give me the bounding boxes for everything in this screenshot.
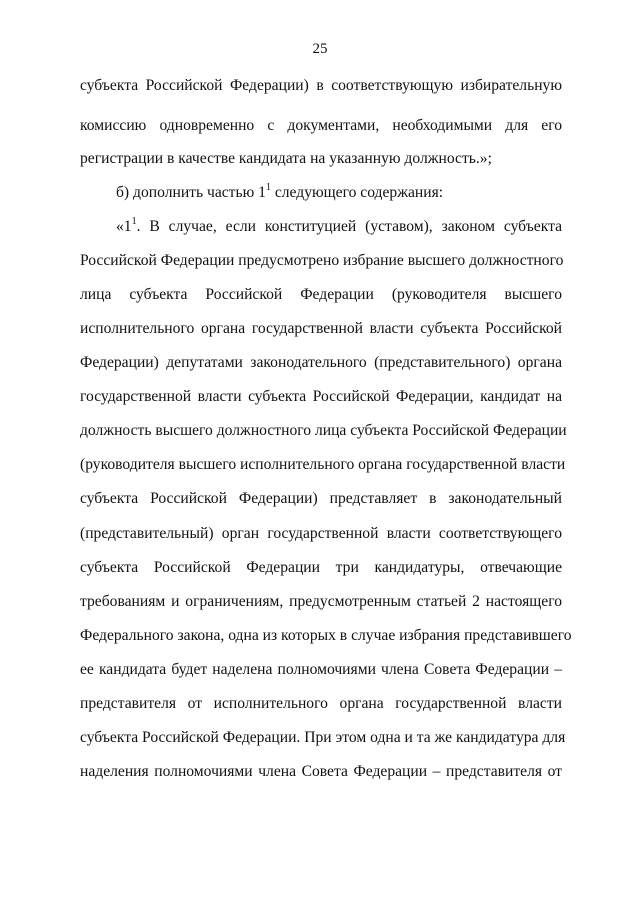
text-line: исполнительного органа государственной власти субъекта Российской — [80, 320, 562, 337]
text-line: субъекта Российской Федерации) представляет в законодательный — [80, 490, 562, 507]
text-fragment: . В случае, если конституцией (уставом), законом субъекта — [136, 218, 562, 235]
superscript: 1 — [131, 215, 137, 227]
text-line — [116, 183, 598, 203]
text-line: ее кандидата будет наделена полномочиями члена Совета Федерации – — [80, 661, 562, 678]
text-fragment: «1 — [116, 218, 132, 235]
text-line: комиссию одновременно с документами, необходимыми для его — [80, 117, 562, 134]
text-line: Федерального закона, одна из которых в случае избрания представившего — [80, 627, 572, 644]
text-line — [116, 217, 562, 237]
text-line: (представительный) орган государственной власти соответствующего — [80, 525, 562, 542]
text-line: государственной власти субъекта Российской Федерации, кандидат на — [80, 388, 562, 405]
text-line: требованиям и ограничениям, предусмотренным статьей 2 настоящего — [80, 593, 562, 610]
text-fragment: следующего содержания: — [270, 184, 444, 201]
text-line: субъекта Российской Федерации) в соответствующую избирательную — [80, 77, 562, 94]
text-line: субъекта Российской Федерации три кандидатуры, отвечающие — [80, 559, 562, 576]
page-number: 25 — [312, 41, 328, 57]
superscript: 1 — [265, 181, 271, 193]
text-line: представителя от исполнительного органа государственной власти — [80, 695, 562, 712]
text-line: (руководителя высшего исполнительного органа государственной власти — [80, 456, 566, 473]
text-fragment: б) дополнить частью 1 — [116, 184, 266, 201]
text-line: регистрации в качестве кандидата на указанную должность.»; — [80, 150, 492, 167]
text-line: субъекта Российской Федерации. При этом одна и та же кандидатура для — [80, 729, 566, 746]
text-line: лица субъекта Российской Федерации (руководителя высшего — [80, 286, 562, 303]
text-line: наделения полномочиями члена Совета Федерации – представителя от — [80, 763, 562, 780]
text-line: Федерации) депутатами законодательного (представительного) органа — [80, 354, 562, 371]
text-line: Российской Федерации предусмотрено избрание высшего должностного — [80, 252, 564, 269]
text-line: должность высшего должностного лица субъекта Российской Федерации — [80, 422, 567, 439]
